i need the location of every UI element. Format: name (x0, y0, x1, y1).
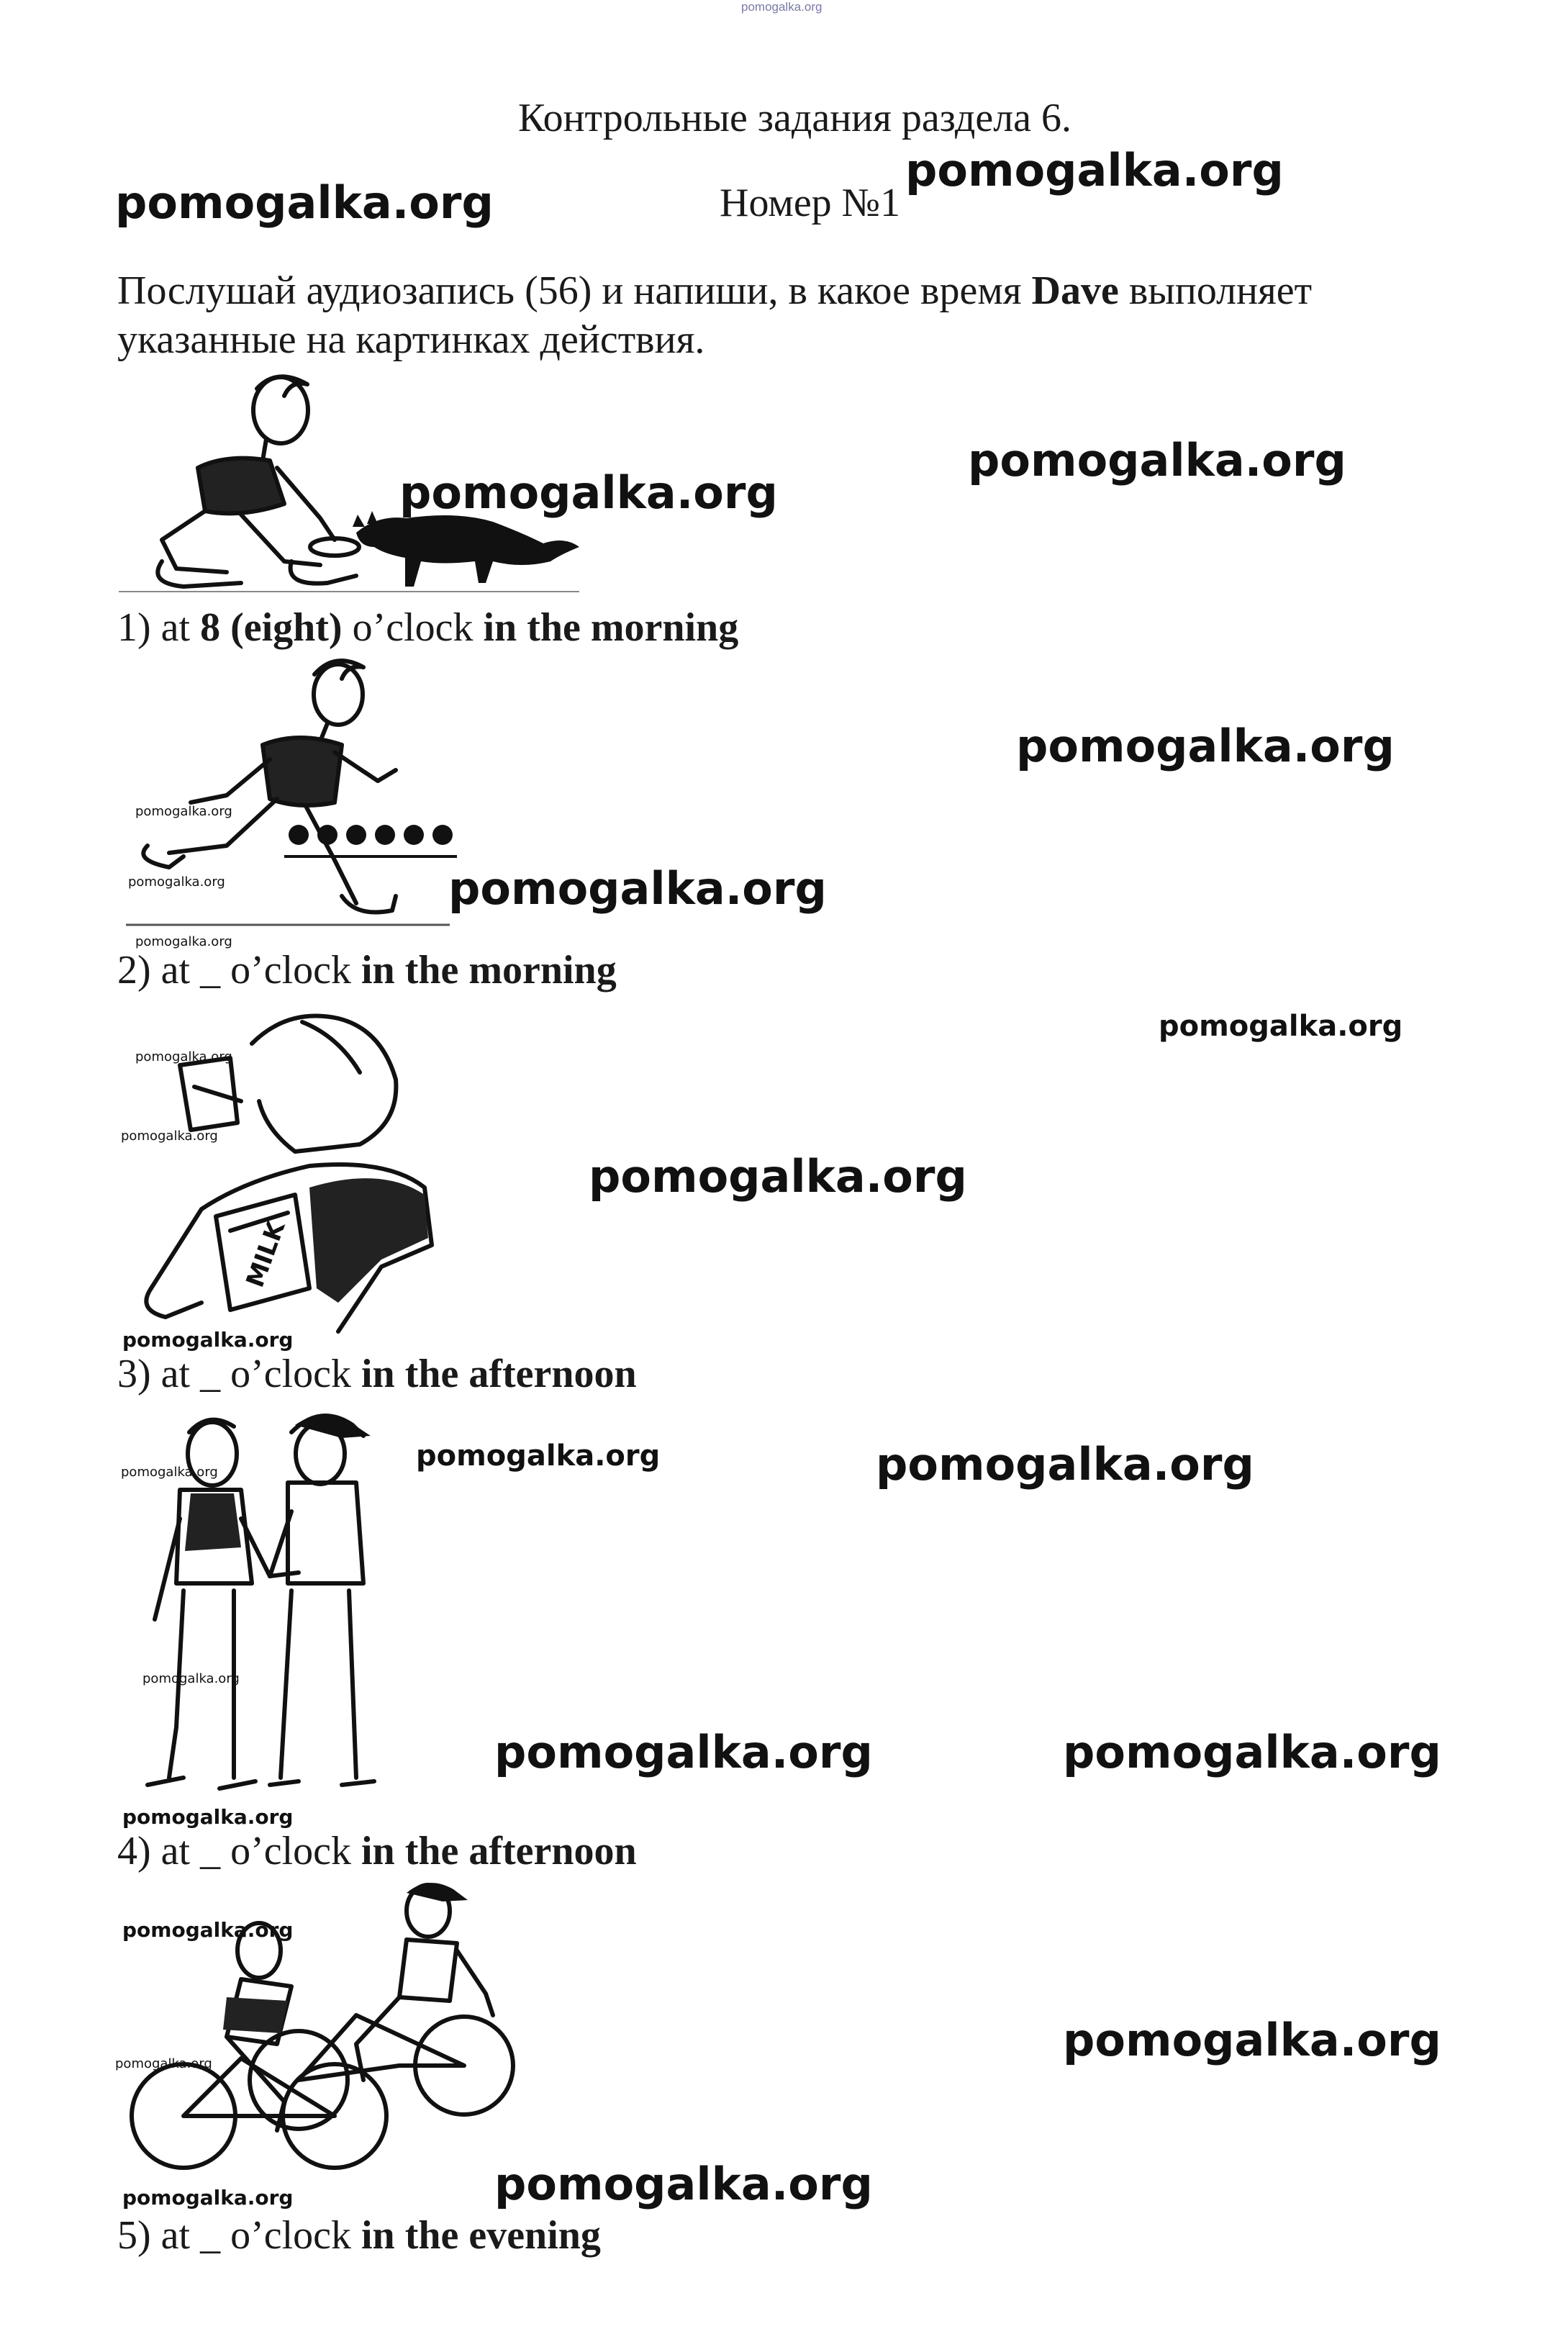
watermark: pomogalka.org (968, 434, 1346, 487)
boys-riding-bikes-illustration (119, 1871, 550, 2188)
watermark: pomogalka.org (876, 1438, 1254, 1491)
item-time-blank: _ (200, 1829, 221, 1873)
watermark: pomogalka.org (905, 144, 1284, 196)
answer-item-1 (117, 605, 738, 651)
item-time-blank: _ (200, 948, 221, 992)
item-part-of-day: in the morning (483, 605, 739, 650)
watermark: pomogalka.org (135, 1049, 232, 1064)
watermark: pomogalka.org (128, 874, 225, 890)
item-prefix: 5) at (117, 2213, 201, 2258)
item-part-of-day: in the evening (361, 2213, 601, 2258)
watermark: pomogalka.org (122, 1918, 294, 1942)
instructions (117, 266, 1456, 364)
watermark: pomogalka.org (448, 862, 827, 915)
item-prefix: 4) at (117, 1829, 201, 1873)
watermark: pomogalka.org (416, 1439, 661, 1473)
watermark: pomogalka.org (1063, 2014, 1441, 2066)
item-middle: o’clock (220, 2213, 361, 2258)
watermark: pomogalka.org (121, 1129, 218, 1144)
milk-carton-label: MILK (240, 1217, 291, 1292)
item-time-blank: _ (200, 2213, 221, 2258)
item-part-of-day: in the afternoon (361, 1829, 637, 1873)
item-time: 8 (eight) (200, 605, 343, 650)
answer-item-5 (117, 2212, 601, 2258)
item-prefix: 1) at (117, 605, 201, 650)
instructions-text-before: Послушай аудиозапись (56) и напиши, в какое время (117, 268, 1032, 313)
watermark: pomogalka.org (115, 176, 494, 229)
watermark: pomogalka.org (142, 1671, 240, 1686)
boys-shaking-hands-illustration (126, 1403, 385, 1821)
item-time-blank: _ (200, 1352, 221, 1396)
watermark: pomogalka.org (494, 2158, 873, 2210)
watermark: pomogalka.org (122, 2186, 294, 2210)
item-middle: o’clock (220, 948, 361, 992)
item-prefix: 3) at (117, 1352, 201, 1396)
watermark: pomogalka.org (399, 466, 778, 519)
boy-feeding-cat-illustration (119, 367, 594, 597)
answer-item-3 (117, 1351, 637, 1397)
watermark: pomogalka.org (115, 2056, 212, 2071)
item-part-of-day: in the morning (361, 948, 617, 992)
page-title: Контрольные задания раздела 6. (518, 96, 1072, 140)
watermark: pomogalka.org (135, 934, 232, 949)
exercise-number: Номер №1 (720, 181, 901, 225)
watermark: pomogalka.org (494, 1726, 873, 1778)
item-middle: o’clock (342, 605, 484, 650)
watermark: pomogalka.org (1063, 1726, 1441, 1778)
watermark: pomogalka.org (1159, 1010, 1403, 1043)
watermark: pomogalka.org (135, 804, 232, 819)
instructions-name: Dave (1031, 268, 1119, 313)
item-middle: o’clock (220, 1352, 361, 1396)
instructions-text-after: выполняет указанные на картинках действия. (117, 268, 1313, 362)
watermark: pomogalka.org (122, 1328, 294, 1352)
watermark: pomogalka.org (121, 1465, 218, 1480)
watermark: pomogalka.org (122, 1805, 294, 1829)
item-prefix: 2) at (117, 948, 201, 992)
watermark: pomogalka.org (1016, 720, 1395, 772)
answer-item-2 (117, 947, 617, 993)
item-middle: o’clock (220, 1829, 361, 1873)
boy-drinking-milk-illustration (122, 1000, 468, 1346)
top-watermark: pomogalka.org (741, 0, 822, 14)
boy-running-illustration (119, 651, 464, 939)
answer-item-4 (117, 1828, 637, 1874)
watermark: pomogalka.org (589, 1150, 967, 1203)
item-part-of-day: in the afternoon (361, 1352, 637, 1396)
